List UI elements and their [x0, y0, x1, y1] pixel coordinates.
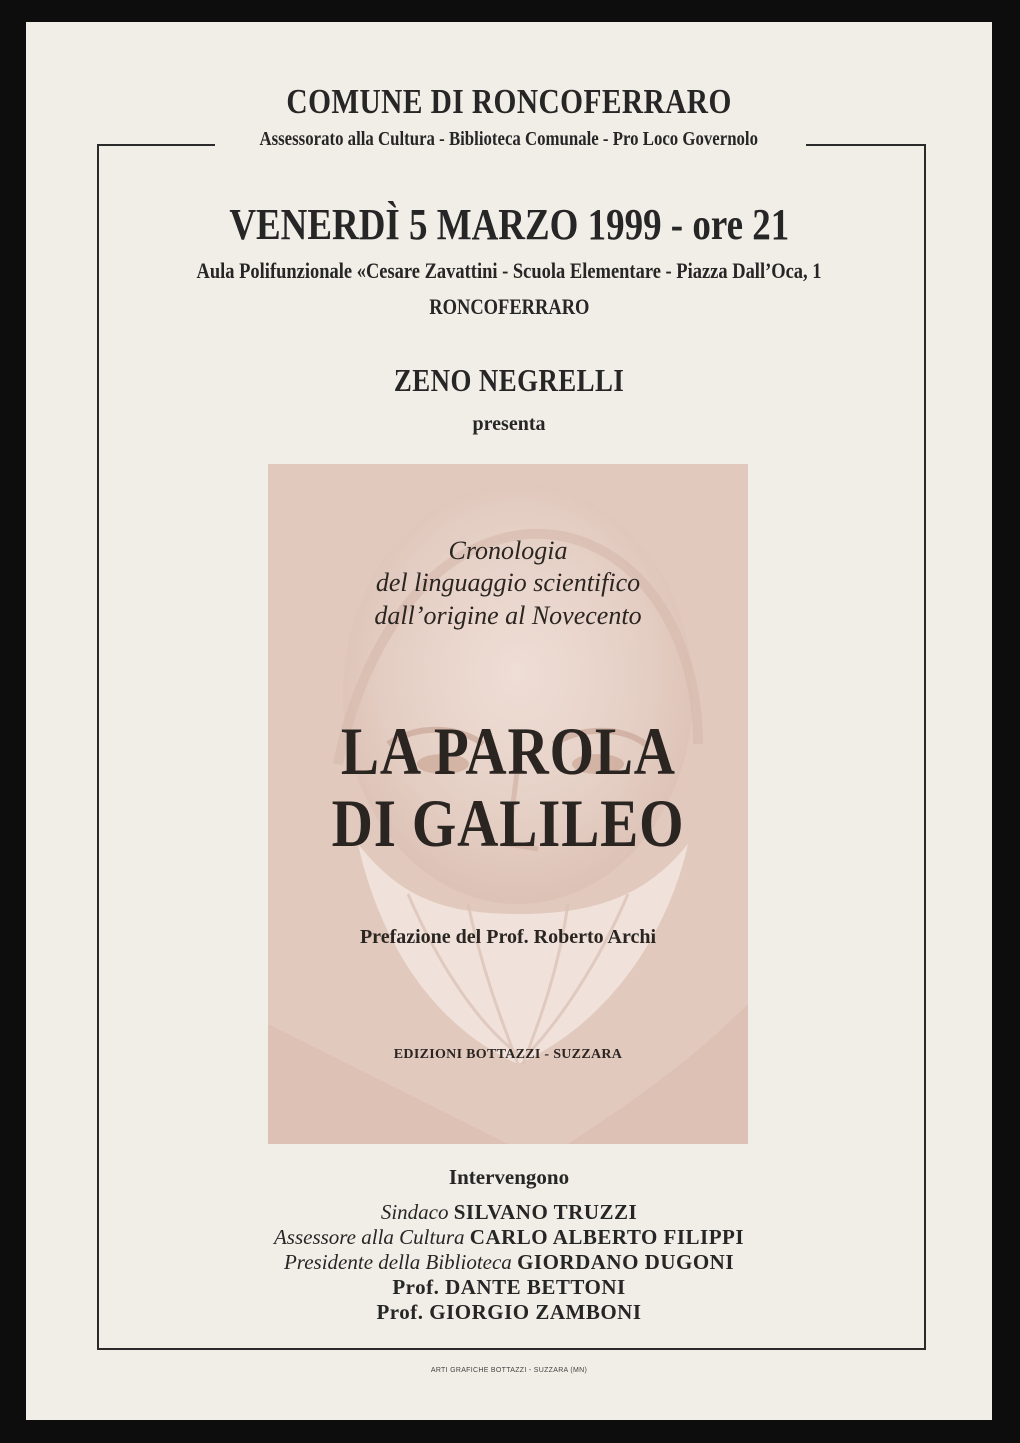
speaker-name: GIORDANO DUGONI [517, 1250, 734, 1274]
printer-credit: ARTI GRAFICHE BOTTAZZI - SUZZARA (MN) [430, 1367, 588, 1374]
speaker-role: Presidente della Biblioteca [283, 1250, 512, 1274]
book-cover [268, 464, 748, 1144]
speaker-role: Assessore alla Cultura [273, 1225, 465, 1249]
book-publisher: EDIZIONI BOTTAZZI - SUZZARA [393, 1047, 623, 1062]
book-subject-line: dall’origine al Novecento [374, 601, 642, 630]
book-subject-line: Cronologia [448, 536, 568, 565]
speaker-entry [26, 1225, 992, 1250]
speaker-name: Prof. GIORGIO ZAMBONI [376, 1300, 642, 1324]
event-venue: Aula Polifunzionale «Cesare Zavattini - Scuola Elementare - Piazza Dall’Oca, 1 [196, 258, 822, 283]
event-date-time: VENERDÌ 5 MARZO 1999 - ore 21 [229, 200, 789, 249]
speaker-entry [26, 1200, 992, 1225]
speaker-entry [26, 1275, 992, 1300]
book-subject-line: del linguaggio scientifico [375, 568, 641, 597]
book-preface: Prefazione del Prof. Roberto Archi [359, 926, 657, 948]
book-title-line: LA PAROLA [340, 713, 676, 789]
poster-sheet [26, 22, 992, 1420]
organizers-line: Assessorato alla Cultura - Biblioteca Comunale - Pro Loco Governolo [259, 128, 759, 150]
book-title-line: DI GALILEO [331, 785, 685, 861]
speaker-entry [26, 1300, 992, 1325]
speaker-name: CARLO ALBERTO FILIPPI [469, 1225, 745, 1249]
speaker-name: SILVANO TRUZZI [453, 1200, 638, 1224]
municipality-title: COMUNE DI RONCOFERRARO [286, 82, 732, 121]
presenter-name: ZENO NEGRELLI [393, 362, 625, 398]
speakers-heading: Intervengono [448, 1165, 570, 1189]
speaker-name: Prof. DANTE BETTONI [392, 1275, 626, 1299]
speaker-entry [26, 1250, 992, 1275]
event-town: RONCOFERRARO [428, 294, 590, 319]
speaker-role: Sindaco [380, 1200, 449, 1224]
presents-label: presenta [472, 413, 546, 435]
